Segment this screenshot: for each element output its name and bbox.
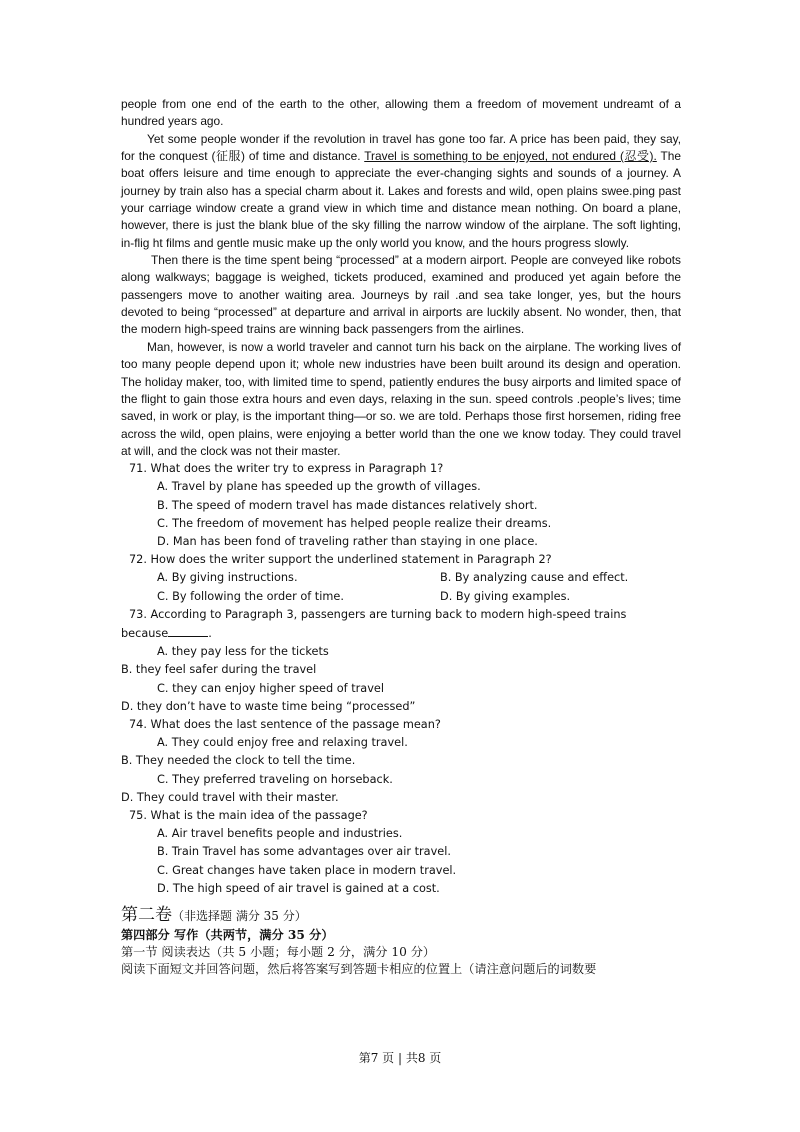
part-two-title: 第二卷 [121,905,172,926]
question-74-option-d: D. They could travel with their master. [121,790,339,804]
question-73-option-d: D. they don’t have to waste time being “processed” [121,699,416,713]
answer-blank [168,624,208,637]
question-74-option-a: A. They could enjoy free and relaxing travel. [157,736,408,750]
question-75-option-d: D. The high speed of air travel is gained at a cost. [157,881,440,895]
question-71-option-d: D. Man has been fond of traveling rather than staying in one place. [157,535,538,549]
because-word: because [121,627,169,641]
question-71-option-b: B. The speed of modern travel has made distances relatively short. [157,498,538,512]
exam-page-content [121,96,681,978]
question-73-option-b: B. they feel safer during the travel [121,663,317,677]
question-73: 73. According to Paragraph 3, passengers are turning back to modern high-speed trains [129,607,627,621]
question-72-option-c: C. By following the order of time. [157,589,344,603]
page-footer: 第7 页 | 共8 页 [358,1051,442,1065]
section-one-heading: 第一节 阅读表达（共 5 小题；每小题 2 分，满分 10 分） [121,945,436,960]
question-72-option-d: D. By giving examples. [440,589,571,603]
question-74: 74. What does the last sentence of the passage mean? [129,718,441,732]
period: . [208,627,212,641]
question-74-option-b: B. They needed the clock to tell the time. [121,754,356,768]
question-73-continuation [121,624,681,643]
question-75-option-c: C. Great changes have taken place in modern travel. [157,863,457,877]
question-72-options-row-1 [121,569,681,587]
question-73-option-c: C. they can enjoy higher speed of travel [157,681,384,695]
part-two-heading [121,904,681,927]
part-two-note: （非选择题 满分 35 分） [172,909,307,924]
passage-paragraph-4: Man, however, is now a world traveler and cannot turn his back on the airplane. The working lives of too many people depend upon it; whole new industries have been built around its design and operation. The holiday maker, too, with limited time to spend, patiently endures the busy airports and limited space of the flight to gain those extra hours and even days, relaxing in the sun. speed controls .people’s lives; time saved, in work or play, is the important thing—or so. we are told. Perhaps those first horsemen, riding free across the wild, open plains, were enjoying a better world than the one we know today. They could travel at will, and the clock was not their master. [121,339,681,458]
question-75-option-b: B. Train Travel has some advantages over air travel. [157,845,451,859]
question-74-option-c: C. They preferred traveling on horseback. [157,772,393,786]
question-72-options-row-2 [121,588,681,606]
question-75-option-a: A. Air travel benefits people and industries. [157,827,403,841]
passage-paragraph-1-tail: people from one end of the earth to the other, allowing them a freedom of movement undreamt of a hundred years ago. [121,97,681,129]
question-71: 71. What does the writer try to express in Paragraph 1? [129,462,444,476]
underlined-statement: Travel is something to be enjoyed, not endured (忍受). [364,149,657,164]
questions-block [121,460,681,898]
passage-paragraph-2 [121,131,681,252]
passage-paragraph-3: Then there is the time spent being “processed” at a modern airport. People are conveyed like robots along walkways; baggage is weighed, tickets produced, examined and produced yet again before the passengers move to another waiting area. Journeys by rail .and sea take longer, yes, but the hours devoted to being “processed” at departure and arrival in airports are luckily absent. No wonder, then, that the modern high-speed trains are winning back passengers from the airlines. [121,253,681,337]
part-four-heading: 第四部分 写作（共两节，满分 35 分） [121,928,334,943]
section-instruction: 阅读下面短文并回答问题，然后将答案写到答题卡相应的位置上（请注意问题后的词数要 [121,962,597,977]
question-72-option-a: A. By giving instructions. [157,571,298,585]
question-71-option-a: A. Travel by plane has speeded up the growth of villages. [157,480,481,494]
paragraph-2-text-a: Yet some people wonder if the revolution in travel has gone too far. A price has been paid, they say, for the conquest (征服) of time and distance. [121,131,681,164]
paragraph-2-text-b: The boat offers leisure and time enough to appreciate the ever-changing sights and sounds of a journey. A journey by train also has a special charm about it. Lakes and forests and wild, open plains swee.ping past your carriage window create a grand view in which time and distance mean nothing. On board a plane, however, there is just the blank blue of the sky filling the narrow window of the airplane. The soft lighting, in-flig ht films and gentle music make up the only world you know, and the hours progress slowly. [121,149,682,250]
question-71-option-c: C. The freedom of movement has helped people realize their dreams. [157,516,552,530]
question-72-option-b: B. By analyzing cause and effect. [440,571,629,585]
question-72: 72. How does the writer support the underlined statement in Paragraph 2? [129,553,552,567]
question-73-option-a: A. they pay less for the tickets [157,645,329,659]
question-75: 75. What is the main idea of the passage? [129,809,368,823]
